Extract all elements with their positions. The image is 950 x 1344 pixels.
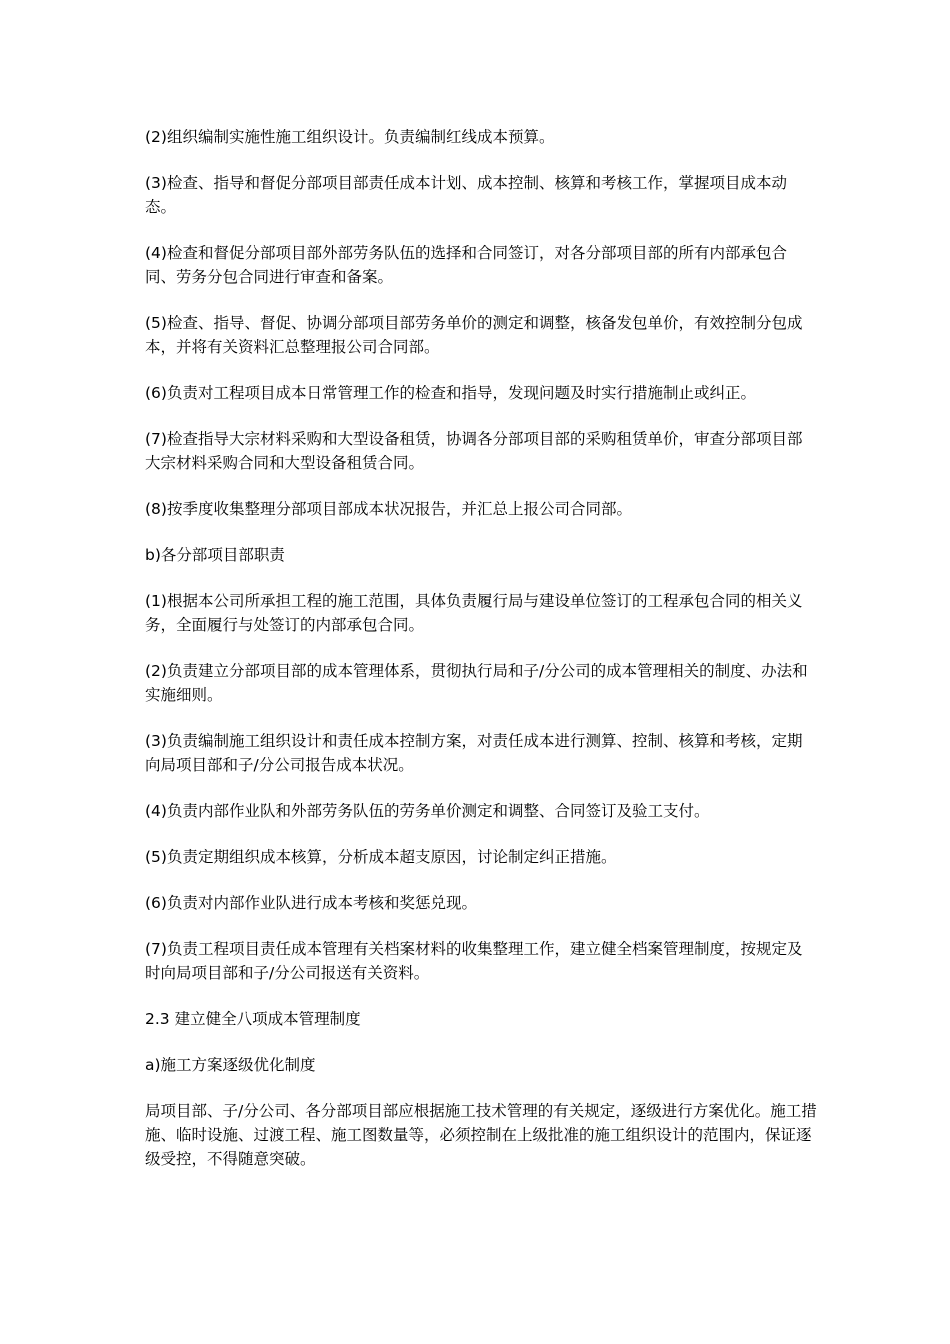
paragraph: (4)检查和督促分部项目部外部劳务队伍的选择和合同签订，对各分部项目部的所有内部承包合同、劳务分包合同进行审查和备案。 <box>145 244 787 286</box>
paragraph: (5)负责定期组织成本核算，分析成本超支原因，讨论制定纠正措施。 <box>145 848 617 866</box>
paragraph: 局项目部、子/分公司、各分部项目部应根据施工技术管理的有关规定，逐级进行方案优化。施工措施、临时设施、过渡工程、施工图数量等，必须控制在上级批准的施工组织设计的范围内，保证逐级受控，不得随意突破。 <box>145 1102 817 1168</box>
paragraph: (6)负责对工程项目成本日常管理工作的检查和指导，发现问题及时实行措施制止或纠正。 <box>145 384 756 402</box>
paragraph: (7)负责工程项目责任成本管理有关档案材料的收集整理工作，建立健全档案管理制度，按规定及时向局项目部和子/分公司报送有关资料。 <box>145 940 803 982</box>
paragraph: (2)组织编制实施性施工组织设计。负责编制红线成本预算。 <box>145 128 555 146</box>
document-body <box>145 125 817 1193</box>
paragraph: (5)检查、指导、督促、协调分部项目部劳务单价的测定和调整，核备发包单价，有效控制分包成本，并将有关资料汇总整理报公司合同部。 <box>145 314 803 356</box>
paragraph: (6)负责对内部作业队进行成本考核和奖惩兑现。 <box>145 894 477 912</box>
paragraph: (1)根据本公司所承担工程的施工范围，具体负责履行局与建设单位签订的工程承包合同的相关义务，全面履行与处签订的内部承包合同。 <box>145 592 803 634</box>
section-heading: 2.3 建立健全八项成本管理制度 <box>145 1010 361 1028</box>
paragraph: (3)负责编制施工组织设计和责任成本控制方案，对责任成本进行测算、控制、核算和考核，定期向局项目部和子/分公司报告成本状况。 <box>145 732 803 774</box>
paragraph: (3)检查、指导和督促分部项目部责任成本计划、成本控制、核算和考核工作，掌握项目成本动态。 <box>145 174 787 216</box>
subsection-heading: a)施工方案逐级优化制度 <box>145 1056 316 1074</box>
paragraph: (7)检查指导大宗材料采购和大型设备租赁，协调各分部项目部的采购租赁单价，审查分部项目部大宗材料采购合同和大型设备租赁合同。 <box>145 430 803 472</box>
section-heading: b)各分部项目部职责 <box>145 546 285 564</box>
paragraph: (4)负责内部作业队和外部劳务队伍的劳务单价测定和调整、合同签订及验工支付。 <box>145 802 710 820</box>
paragraph: (2)负责建立分部项目部的成本管理体系，贯彻执行局和子/分公司的成本管理相关的制度、办法和实施细则。 <box>145 662 808 704</box>
paragraph: (8)按季度收集整理分部项目部成本状况报告，并汇总上报公司合同部。 <box>145 500 632 518</box>
